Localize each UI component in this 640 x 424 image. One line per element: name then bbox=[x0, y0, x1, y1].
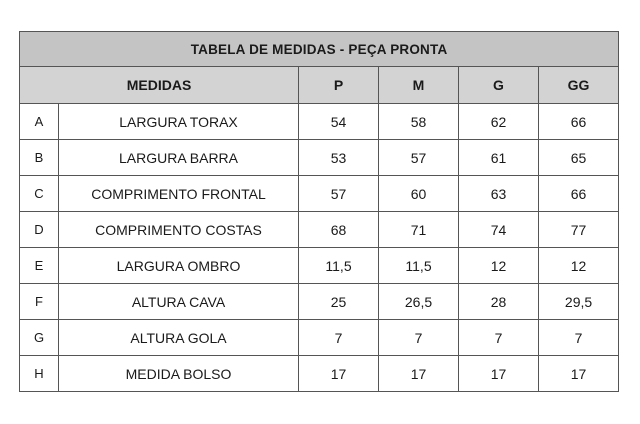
header-medidas: MEDIDAS bbox=[20, 67, 299, 104]
cell-m: 17 bbox=[379, 356, 459, 392]
cell-m: 60 bbox=[379, 176, 459, 212]
row-letter: F bbox=[20, 284, 59, 320]
table-body bbox=[20, 104, 619, 392]
cell-gg: 12 bbox=[539, 248, 619, 284]
cell-m: 58 bbox=[379, 104, 459, 140]
row-letter: A bbox=[20, 104, 59, 140]
cell-g: 12 bbox=[459, 248, 539, 284]
cell-gg: 66 bbox=[539, 176, 619, 212]
row-letter: D bbox=[20, 212, 59, 248]
cell-m: 11,5 bbox=[379, 248, 459, 284]
cell-p: 68 bbox=[299, 212, 379, 248]
header-size-g: G bbox=[459, 67, 539, 104]
row-measure-name: MEDIDA BOLSO bbox=[59, 356, 299, 392]
row-measure-name: COMPRIMENTO FRONTAL bbox=[59, 176, 299, 212]
cell-p: 17 bbox=[299, 356, 379, 392]
table-row bbox=[20, 104, 619, 140]
table-row bbox=[20, 140, 619, 176]
cell-m: 57 bbox=[379, 140, 459, 176]
row-letter: H bbox=[20, 356, 59, 392]
cell-gg: 77 bbox=[539, 212, 619, 248]
cell-p: 54 bbox=[299, 104, 379, 140]
cell-m: 26,5 bbox=[379, 284, 459, 320]
cell-m: 7 bbox=[379, 320, 459, 356]
size-chart bbox=[19, 31, 618, 392]
table-title: TABELA DE MEDIDAS - PEÇA PRONTA bbox=[20, 32, 619, 67]
row-measure-name: COMPRIMENTO COSTAS bbox=[59, 212, 299, 248]
table-header-row bbox=[20, 67, 619, 104]
cell-g: 17 bbox=[459, 356, 539, 392]
row-measure-name: LARGURA OMBRO bbox=[59, 248, 299, 284]
cell-g: 63 bbox=[459, 176, 539, 212]
cell-p: 25 bbox=[299, 284, 379, 320]
cell-p: 7 bbox=[299, 320, 379, 356]
cell-g: 74 bbox=[459, 212, 539, 248]
table-row bbox=[20, 320, 619, 356]
row-measure-name: ALTURA GOLA bbox=[59, 320, 299, 356]
measurements-table bbox=[19, 31, 619, 392]
cell-m: 71 bbox=[379, 212, 459, 248]
row-letter: E bbox=[20, 248, 59, 284]
cell-p: 53 bbox=[299, 140, 379, 176]
cell-p: 11,5 bbox=[299, 248, 379, 284]
cell-p: 57 bbox=[299, 176, 379, 212]
cell-gg: 7 bbox=[539, 320, 619, 356]
cell-gg: 17 bbox=[539, 356, 619, 392]
table-row bbox=[20, 176, 619, 212]
row-measure-name: LARGURA BARRA bbox=[59, 140, 299, 176]
cell-gg: 29,5 bbox=[539, 284, 619, 320]
header-size-gg: GG bbox=[539, 67, 619, 104]
cell-g: 62 bbox=[459, 104, 539, 140]
row-letter: B bbox=[20, 140, 59, 176]
table-row bbox=[20, 248, 619, 284]
header-size-m: M bbox=[379, 67, 459, 104]
row-measure-name: ALTURA CAVA bbox=[59, 284, 299, 320]
cell-g: 61 bbox=[459, 140, 539, 176]
cell-g: 7 bbox=[459, 320, 539, 356]
table-title-row bbox=[20, 32, 619, 67]
cell-gg: 65 bbox=[539, 140, 619, 176]
row-measure-name: LARGURA TORAX bbox=[59, 104, 299, 140]
row-letter: C bbox=[20, 176, 59, 212]
table-row bbox=[20, 284, 619, 320]
row-letter: G bbox=[20, 320, 59, 356]
cell-gg: 66 bbox=[539, 104, 619, 140]
table-row bbox=[20, 356, 619, 392]
cell-g: 28 bbox=[459, 284, 539, 320]
table-row bbox=[20, 212, 619, 248]
header-size-p: P bbox=[299, 67, 379, 104]
